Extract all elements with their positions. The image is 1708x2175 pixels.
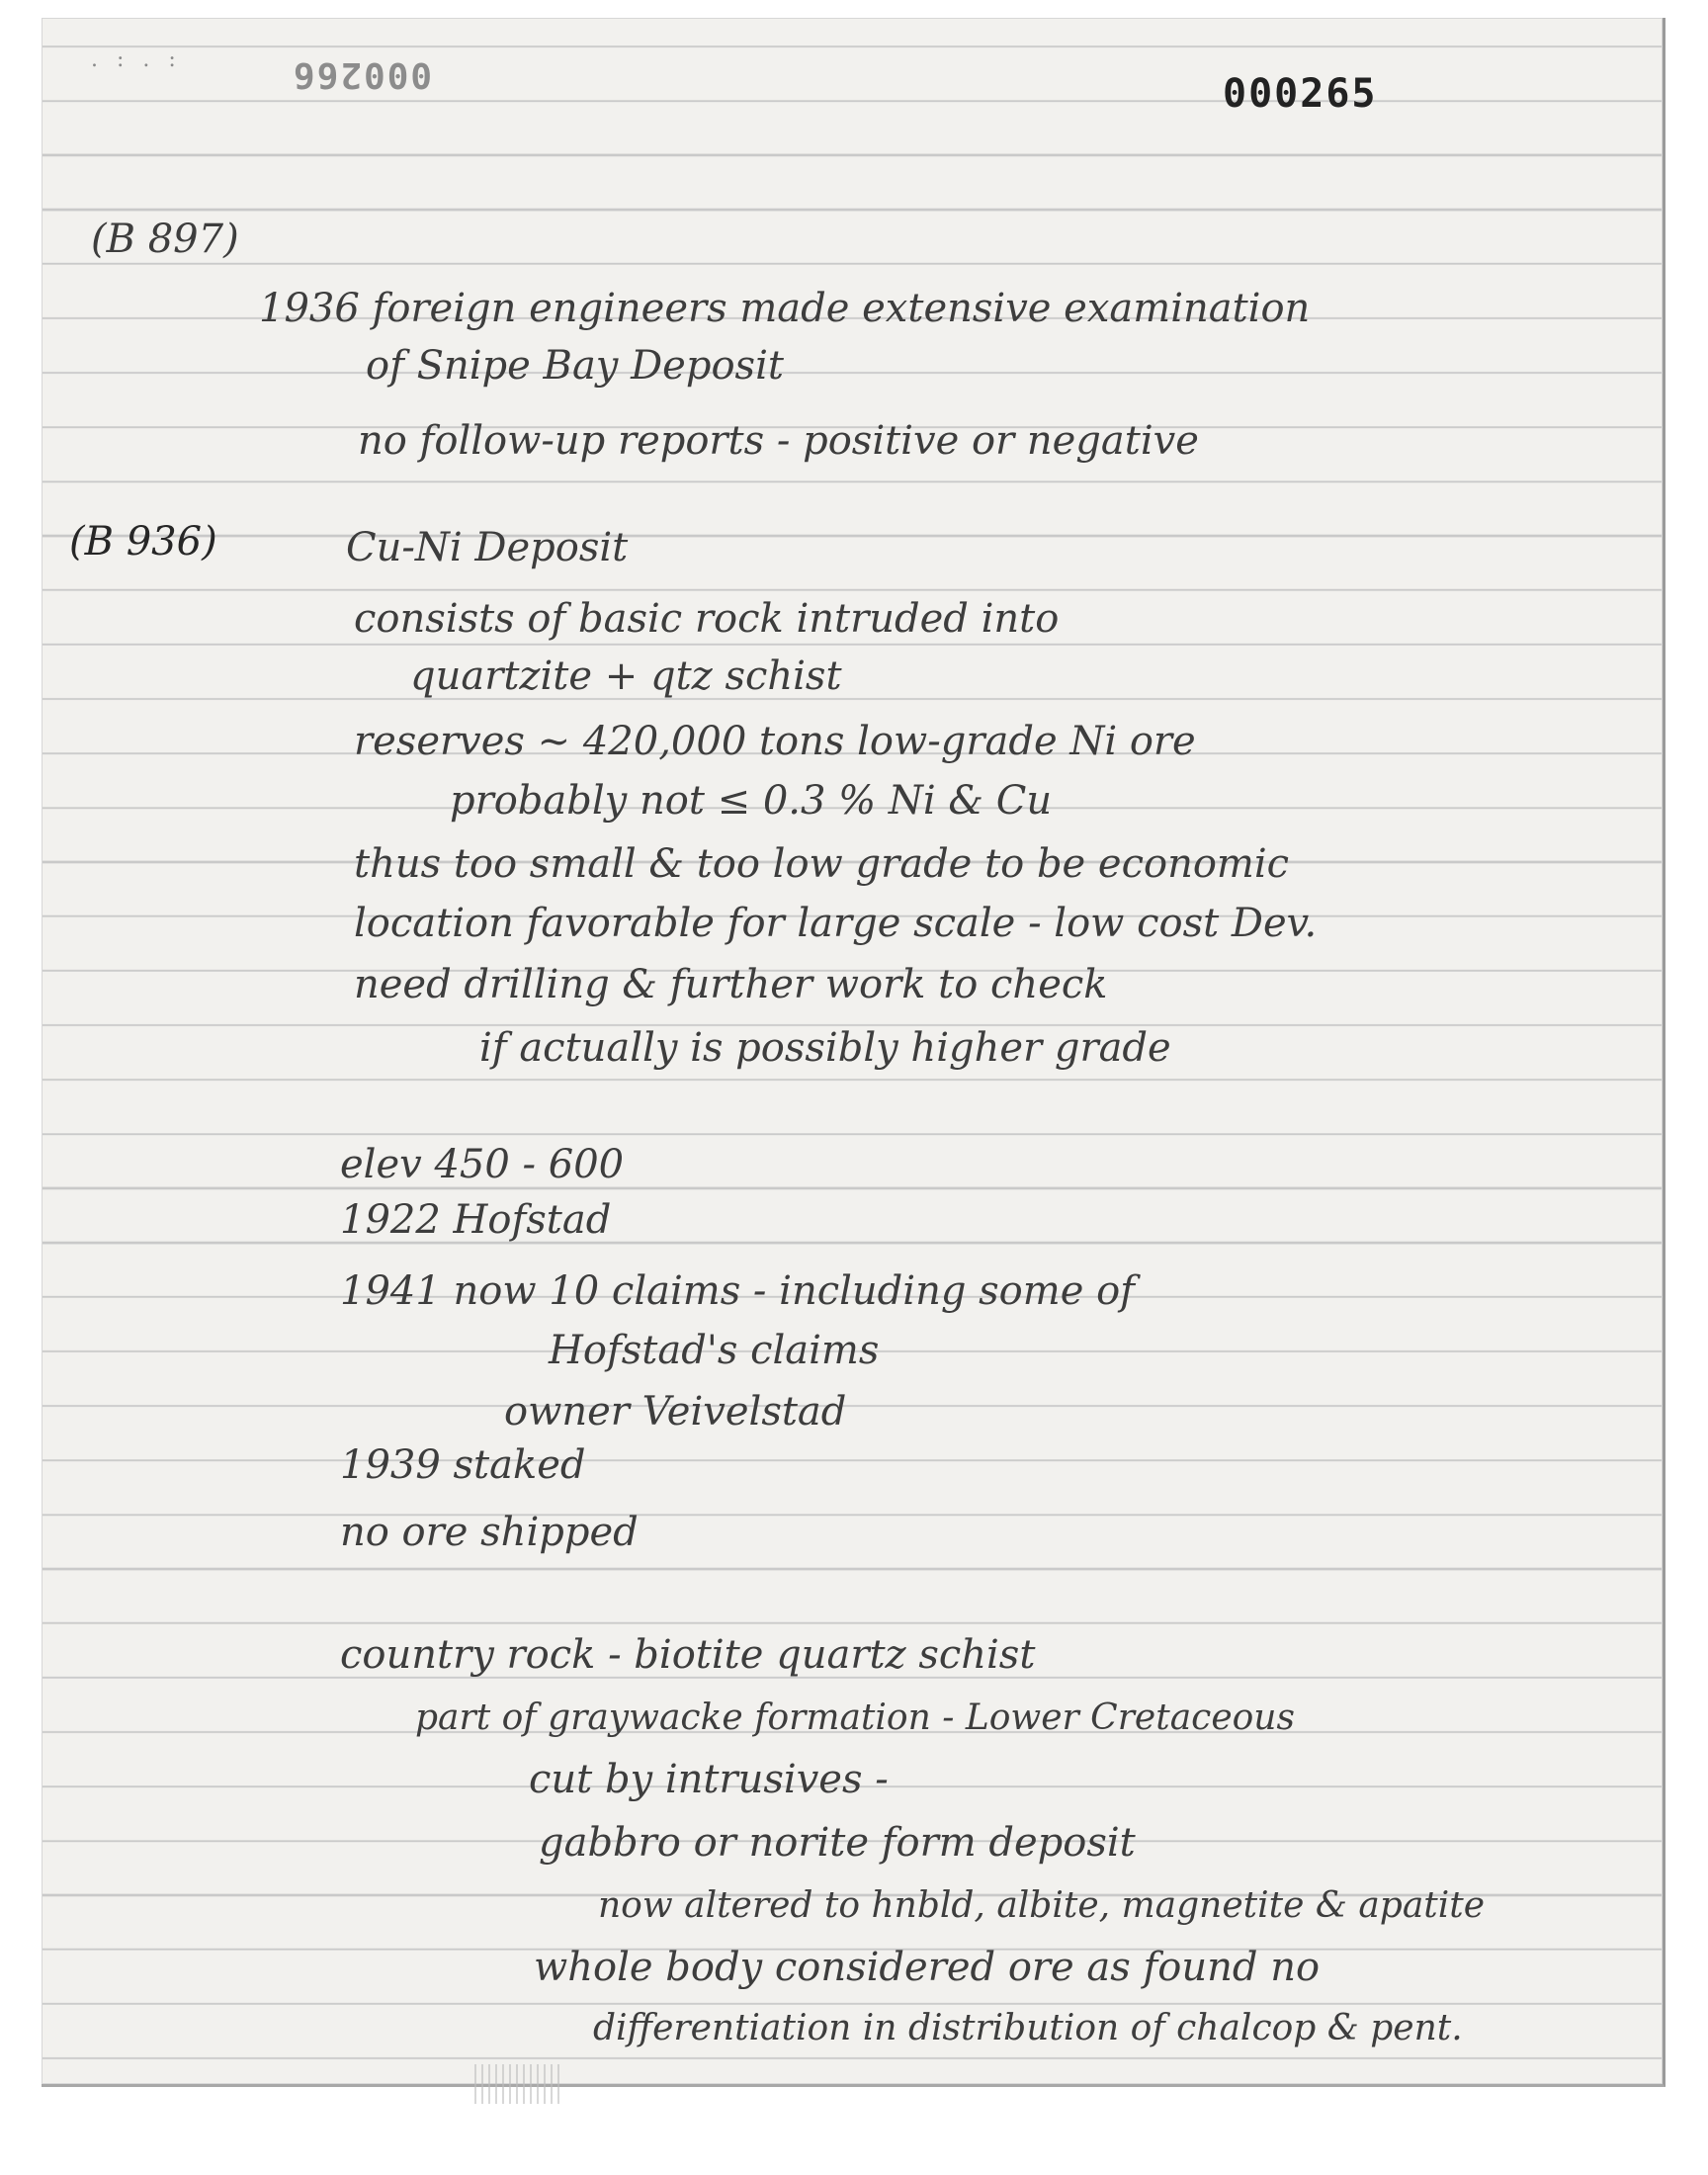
note-line: 1941 now 10 claims - including some of bbox=[340, 1268, 1135, 1314]
note-line: now altered to hnbld, albite, magnetite & apatite bbox=[598, 1885, 1486, 1926]
note-line: consists of basic rock intruded into bbox=[354, 596, 1060, 642]
reference-b936: (B 936) bbox=[69, 519, 217, 565]
note-line: owner Veivelstad bbox=[504, 1389, 847, 1435]
note-line: quartzite + qtz schist bbox=[410, 653, 842, 699]
note-line: elev 450 - 600 bbox=[340, 1142, 625, 1187]
scan-edge-artifact bbox=[474, 2064, 563, 2104]
stamp-number: 000265 bbox=[1223, 71, 1378, 117]
reference-b897: (B 897) bbox=[91, 217, 239, 262]
note-line: country rock - biotite quartz schist bbox=[340, 1632, 1036, 1678]
note-line: gabbro or norite form deposit bbox=[539, 1820, 1136, 1866]
bleed-through-stamp-number: 000266 bbox=[292, 54, 433, 95]
note-line: Hofstad's claims bbox=[549, 1328, 880, 1373]
note-line: reserves ~ 420,000 tons low-grade Ni ore bbox=[354, 719, 1196, 764]
note-line: 1922 Hofstad bbox=[340, 1197, 612, 1243]
note-line: differentiation in distribution of chalcop & pent. bbox=[593, 2008, 1463, 2048]
note-line: thus too small & too low grade to be economic bbox=[354, 841, 1290, 887]
note-line: 1939 staked bbox=[340, 1442, 586, 1488]
paper-specks: . : . : bbox=[91, 47, 182, 72]
note-line: no ore shipped bbox=[340, 1510, 639, 1555]
note-line: part of graywacke formation - Lower Cretaceous bbox=[415, 1697, 1295, 1738]
note-line: probably not ≤ 0.3 % Ni & Cu bbox=[450, 778, 1053, 824]
note-line: of Snipe Bay Deposit bbox=[366, 343, 784, 389]
note-line: 1936 foreign engineers made extensive examination bbox=[259, 286, 1311, 331]
note-line: need drilling & further work to check bbox=[354, 962, 1108, 1007]
note-line: no follow-up reports - positive or negative bbox=[358, 418, 1199, 464]
note-line: Cu-Ni Deposit bbox=[346, 525, 629, 570]
note-line: location favorable for large scale - low cost Dev. bbox=[354, 901, 1318, 946]
note-line: cut by intrusives - bbox=[529, 1757, 889, 1802]
note-line: if actually is possibly higher grade bbox=[479, 1025, 1171, 1071]
note-line: whole body considered ore as found no bbox=[534, 1945, 1321, 1990]
